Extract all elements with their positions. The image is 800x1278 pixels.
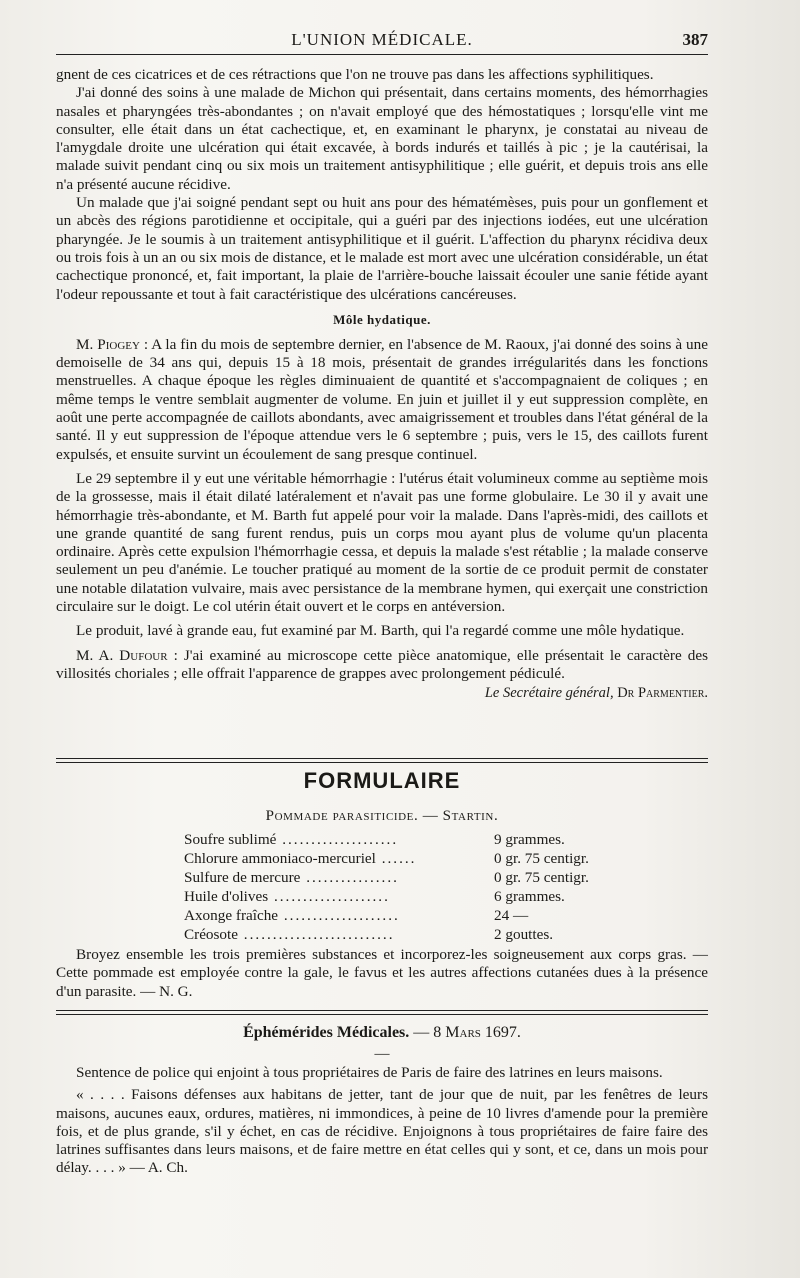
ingredient-row bbox=[184, 925, 624, 944]
leader-dots: .................... bbox=[278, 907, 400, 924]
paragraph: Un malade que j'ai soigné pendant sept ou huit ans pour des hématémèses, puis pour un gonflement et un abcès des régions parotidienne et occipitale, qui a guéri par des injections iodées, eut une ulcération pharyngée. Je le soumis à un traitement antisyphilitique et il guérit. L'affection du pharynx récidiva deux ou trois fois à un an ou six mois de distance, et le malade est mort avec une ulcération considérable, un état cachectique prononcé, et, fait important, la plaie de l'arrière-bouche laissait écouler une sanie fétide ayant l'odeur repoussante et tout à fait caractéristique des ulcérations cancéreuses. bbox=[56, 194, 708, 303]
paragraph-text: : J'ai examiné au microscope cette pièce anatomique, elle présentait le caractère des villosités choriales ; elle offrait l'apparence de grappes avec prolongement pédiculé. bbox=[56, 646, 708, 682]
ingredient-label: Soufre sublimé bbox=[184, 831, 277, 848]
ingredient-row bbox=[184, 868, 624, 887]
leader-dots: .......................... bbox=[238, 926, 395, 943]
paragraph: gnent de ces cicatrices et de ces rétractions que l'on ne trouve pas dans les affections syphilitiques. bbox=[56, 66, 654, 83]
ingredient-quantity: 0 gr. 75 centigr. bbox=[494, 850, 589, 867]
ephemerides-title: Éphémérides Médicales. bbox=[243, 1024, 410, 1041]
signature bbox=[56, 685, 708, 702]
ingredient-name bbox=[184, 830, 494, 849]
paragraph bbox=[56, 647, 708, 684]
speaker-name: M. Piogey bbox=[76, 335, 140, 353]
ingredient-quantity: 9 grammes. bbox=[494, 831, 565, 848]
ingredient-label: Chlorure ammoniaco-mercuriel bbox=[184, 850, 376, 867]
ingredient-label: Huile d'olives bbox=[184, 888, 269, 905]
leader-dots: ................ bbox=[300, 869, 399, 886]
ingredient-row bbox=[184, 849, 624, 868]
ingredient-table bbox=[184, 830, 624, 944]
ingredient-quantity: 0 gr. 75 centigr. bbox=[494, 869, 589, 886]
paragraph: Le 29 septembre il y eut une véritable hémorrhagie : l'utérus était volumineux comme au septième mois de la grossesse, mais il était dilaté latéralement et n'avait pas une forme globulaire. Le 30 il y avait une hémorrhagie très-abondante, et M. Barth fut appelé pour voir la malade. Dans l'après-midi, des caillots et une grande quantité de sang furent rendus, puis un corps mou ayant plus de volume qu'un placenta ordinaire. Après cette expulsion l'hémorrhagie cessa, et depuis la malade s'est rétablie ; la malade conserve seulement un peu d'anémie. Le toucher pratiqué au moment de la sortie de ce produit permit de constater une notable dilatation vulvaire, mais avec persistance de la membrane hymen, qui exerçait une constriction circulaire sur le doigt. Le col utérin était ouvert et le corps en antéversion. bbox=[56, 469, 708, 616]
leader-dots: .................... bbox=[276, 831, 399, 848]
formulaire-instructions bbox=[56, 946, 708, 1001]
ingredient-row bbox=[184, 887, 624, 906]
signature-role: Le Secrétaire général, bbox=[484, 685, 614, 702]
paragraph bbox=[56, 336, 708, 464]
recipe-title: Pommade parasiticide. — Startin. bbox=[265, 808, 499, 824]
section-title: Môle hydatique. bbox=[333, 311, 431, 327]
ingredient-label: Axonge fraîche bbox=[184, 907, 279, 924]
article-body bbox=[56, 66, 708, 702]
paragraph: J'ai donné des soins à une malade de Michon qui présentait, dans certains moments, des hémorrhagies nasales et pharyngées très-abondantes ; on n'avait employé que des hémostatiques ; lorsqu'elle vint me consulter, elle était dans un état cachectique, et, en examinant le pharynx, je constatai au niveau de l'amygdale droite une ulcération qui était excavée, à bords indurés et taillés à pic ; je la cautérisai, la malade suivit pendant cinq ou six mois un traitement antisyphilitique ; elle guérit, et depuis trois ans elle n'a présenté aucune récidive. bbox=[56, 84, 708, 193]
journal-title: L'UNION MÉDICALE. bbox=[291, 30, 473, 49]
ingredient-label: Sulfure de mercure bbox=[184, 869, 301, 886]
ingredient-quantity: 24 — bbox=[494, 907, 529, 924]
ingredient-name bbox=[184, 849, 494, 868]
section-divider bbox=[56, 758, 708, 763]
section-divider bbox=[56, 1010, 708, 1015]
ingredient-label: Créosote bbox=[184, 926, 238, 943]
ephemerides-body bbox=[56, 1044, 708, 1178]
ingredient-name bbox=[184, 925, 494, 944]
leader-dots: .................... bbox=[268, 888, 390, 905]
formulaire-heading: FORMULAIRE bbox=[303, 768, 461, 793]
speaker-name: M. A. Dufour bbox=[76, 646, 168, 664]
header-rule bbox=[56, 54, 708, 55]
paragraph: Sentence de police qui enjoint à tous propriétaires de Paris de faire des latrines en leurs maisons. bbox=[76, 1064, 663, 1081]
paragraph: Le produit, lavé à grande eau, fut examiné par M. Barth, qui l'a regardé comme une môle hydatique. bbox=[76, 622, 685, 640]
separator-dash: — bbox=[374, 1046, 390, 1062]
ingredient-row bbox=[184, 830, 624, 849]
signature-name: Dr Parmentier. bbox=[613, 685, 708, 702]
ephemerides-heading bbox=[56, 1024, 708, 1042]
page-number: 387 bbox=[682, 30, 708, 49]
ingredient-name bbox=[184, 906, 494, 925]
ingredient-name bbox=[184, 868, 494, 887]
leader-dots: ...... bbox=[375, 850, 417, 867]
running-header bbox=[56, 30, 708, 52]
paragraph: « . . . . Faisons défenses aux habitans de jetter, tant de jour que de nuit, par les fenêtres de leurs maisons, aucunes eaux, ordures, matières, ni immondices, à peine de 10 livres d'amende pour la première fois, et de plus grande, s'il y échet, en cas de récidive. Enjoignons à tous propriétaires de faire faire des latrines suffisantes dans leurs maisons, et de faire mettre en état celles qui y sont, et ce, dans un mois pour délay. . . . » — A. Ch. bbox=[56, 1086, 708, 1177]
paragraph: Broyez ensemble les trois premières substances et incorporez-les soigneusement aux corps gras. — Cette pommade est employée contre la gale, le favus et les autres affections cutanées dues à la présence d'un parasite. — N. G. bbox=[56, 946, 708, 1000]
ingredient-quantity: 6 grammes. bbox=[494, 888, 565, 905]
ingredient-quantity: 2 gouttes. bbox=[494, 926, 554, 943]
ephemerides-date: — 8 Mars 1697. bbox=[409, 1024, 521, 1041]
paragraph-text: : A la fin du mois de septembre dernier, en l'absence de M. Raoux, j'ai donné des soins à une demoiselle de 34 ans qui, depuis 15 à 18 mois, présentait de grandes irrégularités dans les fonctions menstruelles. A chaque époque les règles diminuaient de quantité et s'accompagnaient de coliques ; en même temps le ventre semblait augmenter de volume. En juin et juillet il y eut suppression complète, en août une perte accompagnée de caillots abondants, avec amaigrissement et troubles dans l'état général de la santé. Il y eut suppression de l'époque attendue vers le 6 septembre ; puis, vers le 15, des caillots furent expulsés, et ensuite survint un écoulement de sang presque continuel. bbox=[56, 335, 708, 463]
ingredient-name bbox=[184, 887, 494, 906]
ingredient-row bbox=[184, 906, 624, 925]
